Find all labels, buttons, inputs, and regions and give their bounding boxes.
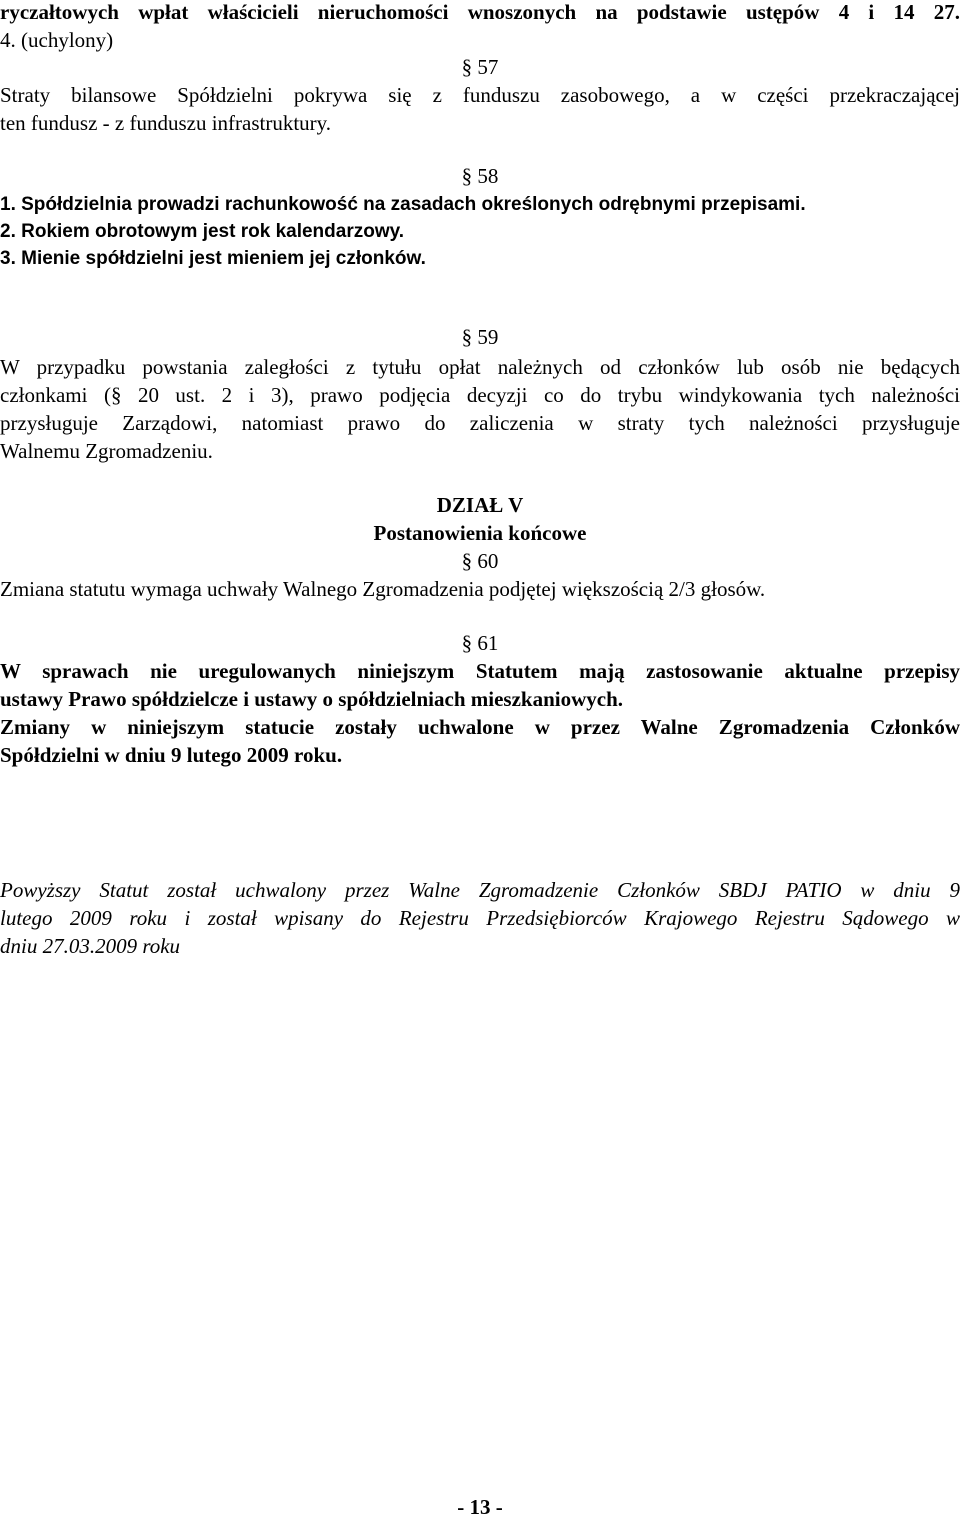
section-60-text: Zmiana statutu wymaga uchwały Walnego Zgromadzenia podjętej większością 2/3 głosów. bbox=[0, 577, 766, 601]
section-58-item-2: 2. Rokiem obrotowym jest rok kalendarzowy. bbox=[0, 221, 405, 242]
section-57-line-2: ten fundusz - z funduszu infrastruktury. bbox=[0, 111, 332, 135]
section-58-heading: § 58 bbox=[461, 164, 499, 188]
footnote-line-2: lutego 2009 roku i został wpisany do Rejestru Przedsiębiorców Krajowego Rejestru Sądowego w bbox=[0, 906, 960, 930]
section-59-line-3: przysługuje Zarządowi, natomiast prawo do zaliczenia w straty tych należności przysługuje bbox=[0, 411, 960, 435]
section-61-line-4: Spółdzielni w dniu 9 lutego 2009 roku. bbox=[0, 743, 343, 767]
section-59-line-4: Walnemu Zgromadzeniu. bbox=[0, 439, 213, 463]
section-57-heading: § 57 bbox=[461, 55, 499, 79]
division-title: DZIAŁ V bbox=[436, 493, 524, 517]
section-59-heading: § 59 bbox=[461, 325, 499, 349]
division-subtitle: Postanowienia końcowe bbox=[373, 521, 587, 545]
section-61-heading: § 61 bbox=[461, 631, 499, 655]
footnote-line-1: Powyższy Statut został uchwalony przez Walne Zgromadzenie Członków SBDJ PATIO w dniu 9 bbox=[0, 878, 960, 902]
section-58-item-3: 3. Mienie spółdzielni jest mieniem jej członków. bbox=[0, 248, 426, 269]
section-59-line-1: W przypadku powstania zaległości z tytułu opłat należnych od członków lub osób nie będących bbox=[0, 355, 960, 379]
section-60-heading: § 60 bbox=[461, 549, 499, 573]
intro-line-2: 4. (uchylony) bbox=[0, 28, 114, 52]
section-61-line-1: W sprawach nie uregulowanych niniejszym Statutem mają zastosowanie aktualne przepisy bbox=[0, 659, 960, 683]
section-58-item-1: 1. Spółdzielnia prowadzi rachunkowość na zasadach określonych odrębnymi przepisami. bbox=[0, 194, 806, 215]
section-57-line-1: Straty bilansowe Spółdzielni pokrywa się z funduszu zasobowego, a w części przekraczającej bbox=[0, 83, 960, 107]
footnote-line-3: dniu 27.03.2009 roku bbox=[0, 934, 181, 958]
intro-line-1: ryczałtowych wpłat właścicieli nieruchomości wnoszonych na podstawie ustępów 4 i 14 27. bbox=[0, 0, 960, 24]
section-61-line-2: ustawy Prawo spółdzielcze i ustawy o spółdzielniach mieszkaniowych. bbox=[0, 687, 623, 711]
page-number: - 13 - bbox=[457, 1495, 503, 1519]
section-61-line-3: Zmiany w niniejszym statucie zostały uchwalone w przez Walne Zgromadzenia Członków bbox=[0, 715, 960, 739]
section-59-line-2: członkami (§ 20 ust. 2 i 3), prawo podjęcia decyzji co do trybu windykowania tych należności bbox=[0, 383, 960, 407]
